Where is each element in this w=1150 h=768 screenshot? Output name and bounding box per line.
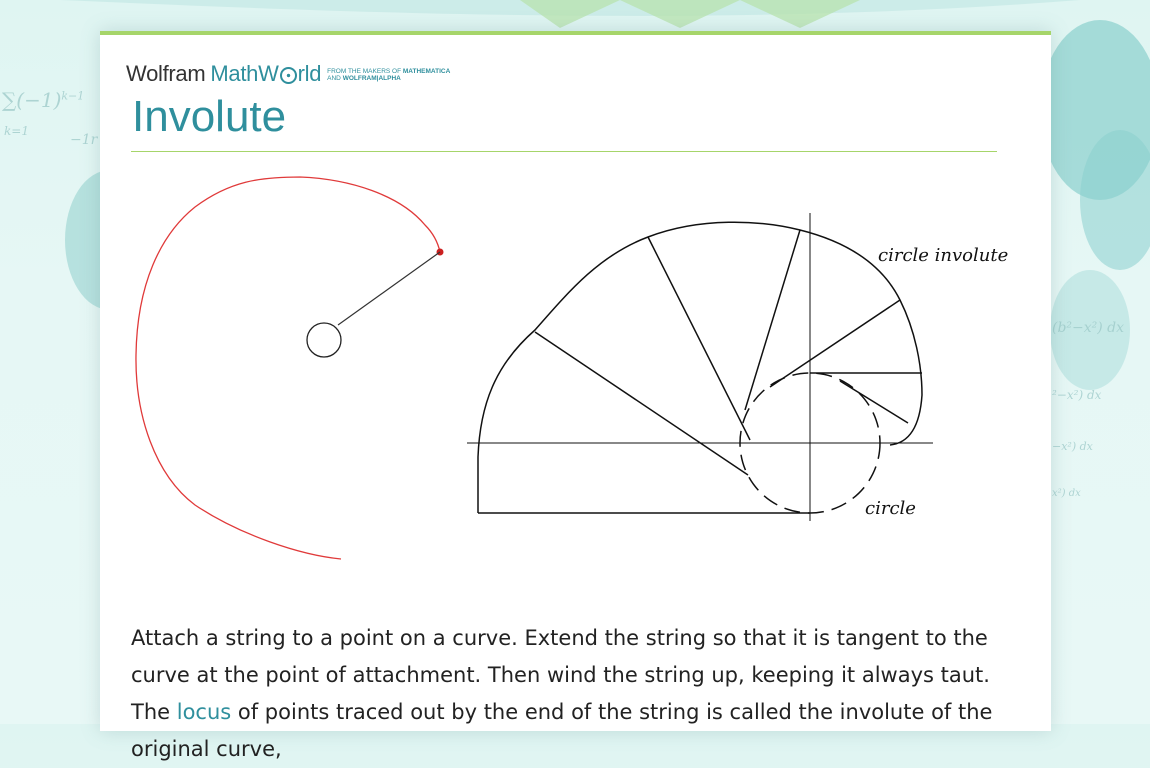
label-circle: circle <box>865 498 916 519</box>
bg-integrand-3: −x²) dx <box>1052 440 1093 453</box>
right-construction-diagram <box>467 213 1008 521</box>
logo-wolfram-text: Wolfram <box>126 61 206 86</box>
bg-integrand-1: (b²−x²) dx <box>1052 320 1125 336</box>
paragraph-text-1: Attach a string to a point on a curve. Extend the string so that it is tangent to the curve at the point of attachment. Then wind the string up, keeping it always taut. The <box>131 626 990 724</box>
bg-integrand-4: x²) dx <box>1052 488 1081 499</box>
article-paragraph <box>131 620 1011 768</box>
tagline-line2: AND <box>327 75 341 82</box>
label-circle-involute: circle involute <box>878 245 1009 266</box>
tangent-6 <box>840 381 908 423</box>
bg-sum-formula: $\sum(-1)^{k-1}$ <box>2 88 85 112</box>
tangent-3 <box>745 230 800 410</box>
page-title: Involute <box>132 92 287 141</box>
tangent-4 <box>770 300 900 387</box>
logo-mathworld-prefix: MathW <box>210 61 279 86</box>
tagline-line1: FROM THE MAKERS OF <box>327 67 402 75</box>
paragraph-text-2: of points traced out by the end of the string is called the involute of the original curve, <box>131 700 993 761</box>
tagline-line2-bold: WOLFRAM|ALPHA <box>342 75 401 82</box>
red-involute-curve <box>136 177 440 559</box>
left-involute-diagram <box>136 177 444 559</box>
bg-integrand-2: ²−x²) dx <box>1052 388 1102 402</box>
base-circle <box>307 323 341 357</box>
involute-outline <box>478 222 922 513</box>
logo-mathworld-suffix: rld <box>297 61 322 86</box>
content-card <box>100 31 1051 761</box>
tangent-1 <box>535 332 748 475</box>
locus-link[interactable]: locus <box>176 700 232 724</box>
tangent-2 <box>648 237 750 440</box>
bg-index: k=1 <box>4 124 29 138</box>
tagline-line1-bold: MATHEMATICA <box>402 67 451 75</box>
string-line <box>338 252 440 325</box>
involute-figure <box>100 35 1051 595</box>
bg-fragment: −1r <box>70 132 98 148</box>
